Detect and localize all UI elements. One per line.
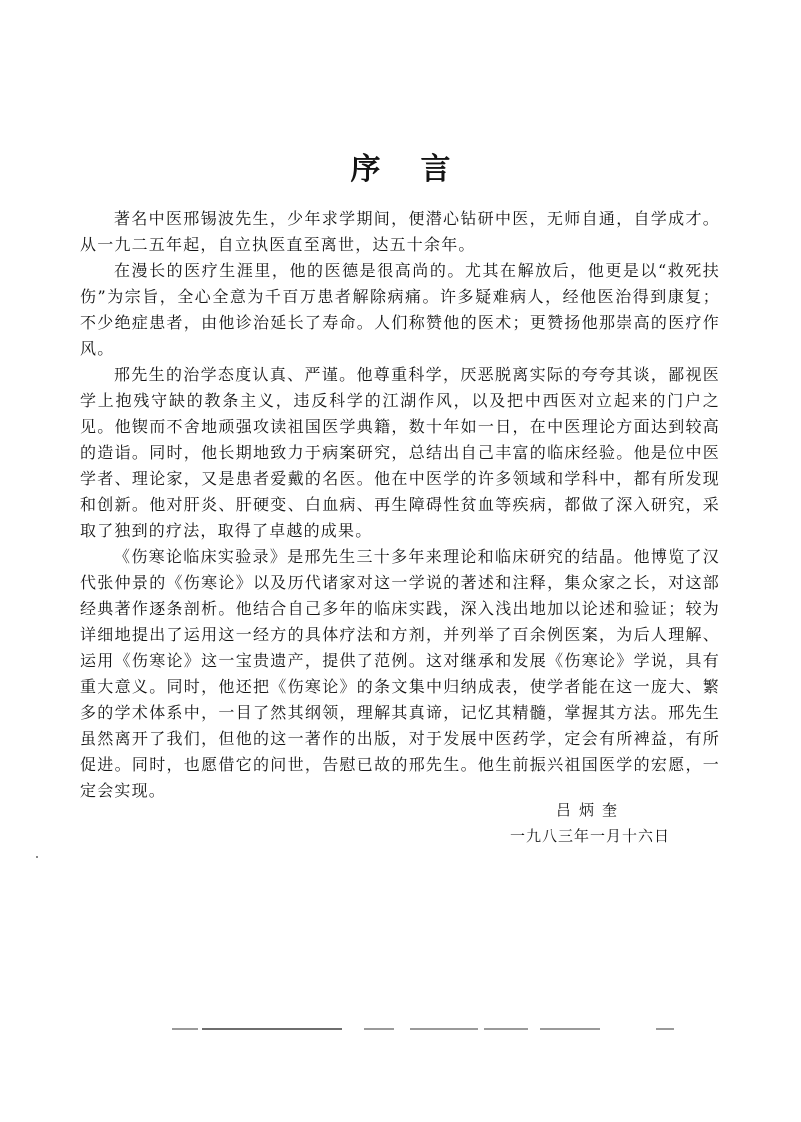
paragraph-1: 著名中医邢锡波先生，少年求学期间，便潜心钻研中医，无师自通，自学成才。从一九二五年起，自立执医直至离世，达五十余年。 [80, 209, 720, 254]
scan-artifact [202, 1028, 342, 1030]
scan-artifact [656, 1028, 674, 1030]
scan-artifact [410, 1028, 478, 1030]
scan-artifact [484, 1028, 528, 1030]
author-signature: 吕炳奎 [556, 801, 626, 819]
paragraph-2: 在漫长的医疗生涯里，他的医德是很高尚的。尤其在解放后，他更是以“救死扶伤”为宗旨，全心全意为千百万患者解除病痛。许多疑难病人，经他医治得到康复；不少绝症患者，由他诊治延长了寿命。人们称赞他的医术；更赞扬他那崇高的医疗作风。 [80, 261, 720, 358]
scan-artifact [540, 1028, 600, 1030]
paragraph-4: 《伤寒论临床实验录》是邢先生三十多年来理论和临床研究的结晶。他博览了汉代张仲景的《伤寒论》以及历代诸家对这一学说的著述和注释，集众家之长，对这部经典著作逐条剖析。他结合自己多年的临床实践，深入浅出地加以论述和验证；较为详细地提出了运用这一经方的具体疗法和方剂，并列举了百余例医案，为后人理解、运用《伤寒论》这一宝贵遗产，提供了范例。这对继承和发展《伤寒论》学说，具有重大意义。同时，他还把《伤寒论》的条文集中归纳成表，使学者能在这一庞大、繁多的学术体系中，一目了然其纲领，理解其真谛，记忆其精髓，掌握其方法。邢先生虽然离开了我们，但他的这一著作的出版，对于发展中医药学，定会有所裨益，有所促进。同时，也愿借它的问世，告慰已故的邢先生。他生前振兴祖国医学的宏愿，一定会实现。 [80, 547, 720, 800]
page-title: 序言 [350, 152, 491, 187]
paragraph-3: 邢先生的治学态度认真、严谨。他尊重科学，厌恶脱离实际的夸夸其谈，鄙视医学上抱残守缺的教条主义，违反科学的江湖作风，以及把中西医对立起来的门户之见。他锲而不舍地顽强攻读祖国医学典籍，数十年如一日，在中医理论方面达到较高的造诣。同时，他长期地致力于病案研究，总结出自己丰富的临床经验。他是位中医学者、理论家，又是患者爱戴的名医。他在中医学的许多领域和学科中，都有所发现和创新。他对肝炎、肝硬变、白血病、再生障碍性贫血等疾病，都做了深入研究，采取了独到的疗法，取得了卓越的成果。 [80, 365, 720, 540]
scan-artifact [364, 1028, 394, 1030]
preface-body [80, 206, 720, 804]
scan-artifact [172, 1028, 198, 1030]
scan-artifact [36, 856, 38, 858]
signature-date: 一九八三年一月十六日 [510, 827, 671, 845]
